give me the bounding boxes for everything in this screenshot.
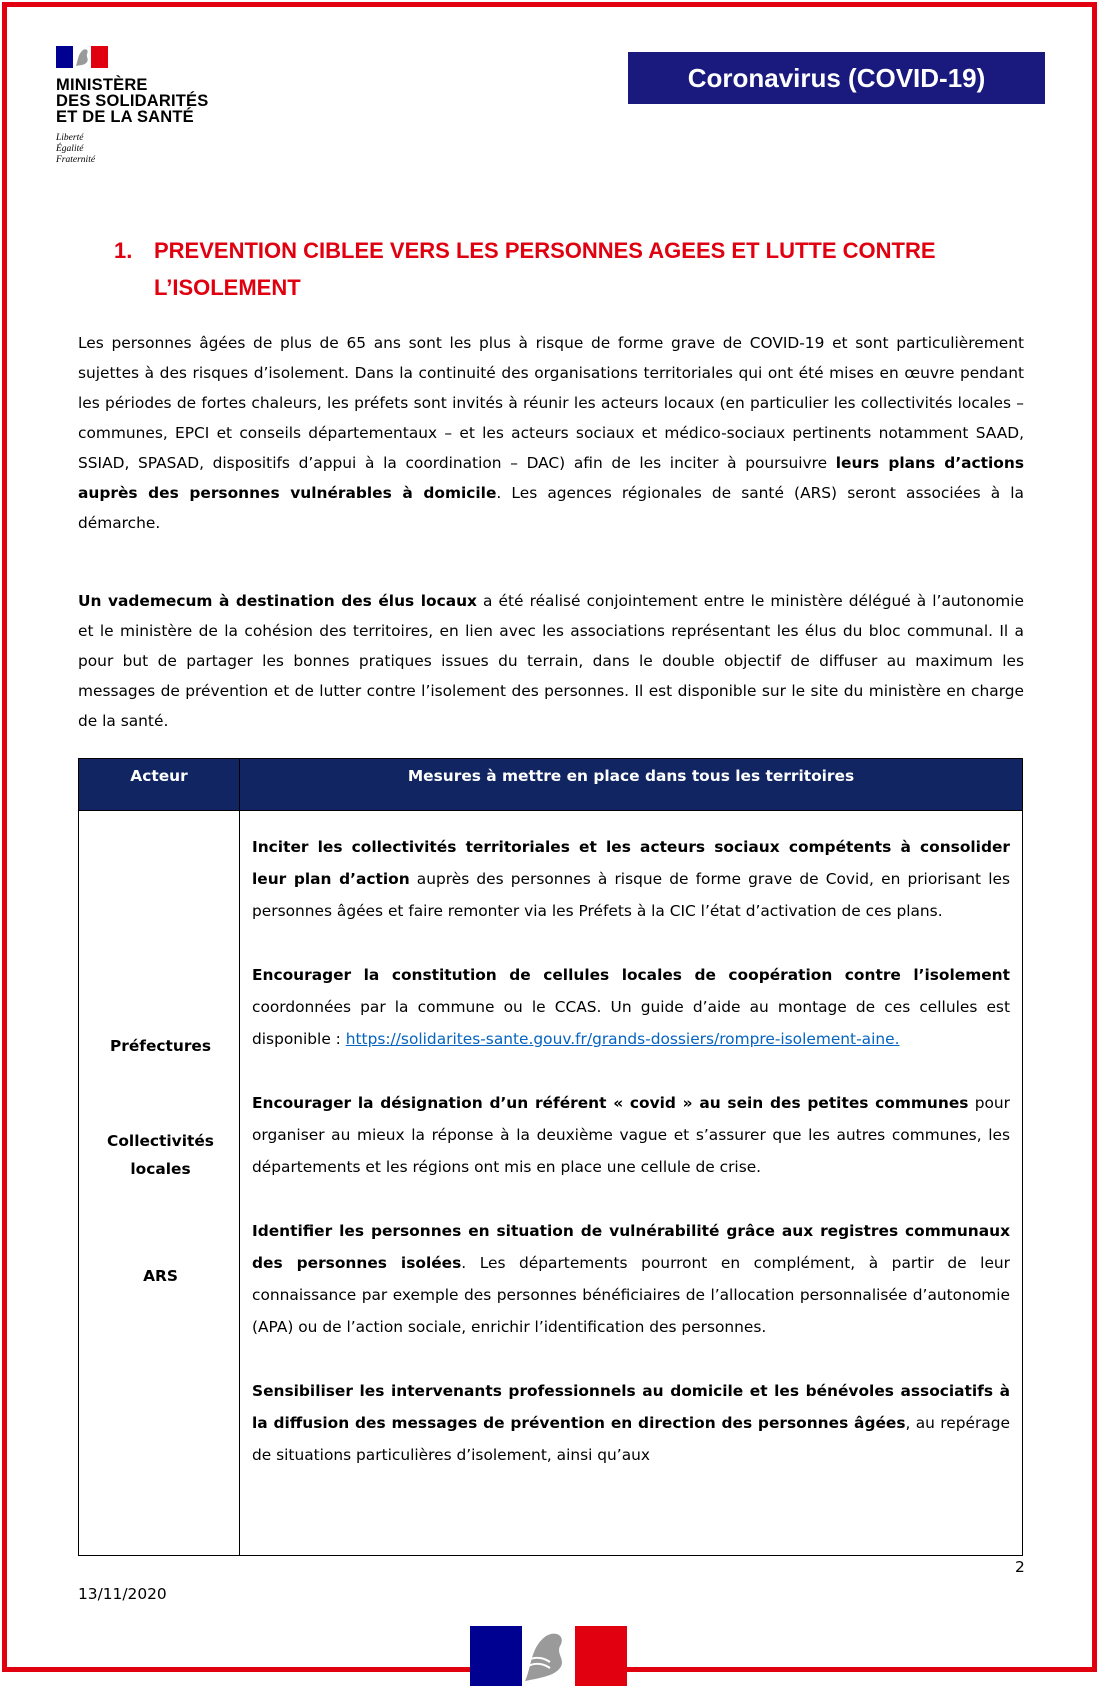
ministry-logo <box>56 46 208 166</box>
measure-text: , au repérage de situations particulières d’isolement, ainsi qu’aux <box>252 1414 1010 1464</box>
column-header-measures: Mesures à mettre en place dans tous les territoires <box>240 759 1023 811</box>
measure-bold-text: Sensibiliser les intervenants professionnels au domicile et les bénévoles associatifs à la diffusion des messages de prévention en direction des personnes âgées <box>252 1382 1010 1432</box>
section-title-line: PREVENTION CIBLEE VERS LES PERSONNES AGEES ET LUTTE CONTRE <box>154 238 936 263</box>
ministry-name <box>56 77 208 125</box>
measure-item <box>252 1087 1010 1183</box>
actor-ars: ARS <box>143 1267 178 1285</box>
measure-bold-text: Encourager la désignation d’un référent « covid » au sein des petites communes <box>252 1094 969 1112</box>
measure-bold-text: Identifier les personnes en situation de vulnérabilité grâce aux registres communaux des personnes isolées <box>252 1222 1010 1272</box>
actor-collectivites-line: Collectivités <box>107 1132 214 1150</box>
column-header-actor: Acteur <box>79 759 240 811</box>
measures-cell <box>240 811 1023 1556</box>
measure-text: pour organiser au mieux la réponse à la deuxième vague et s’assurer que les autres communes, les départements et les régions ont mis en place une cellule de crise. <box>252 1094 1010 1176</box>
republic-motto <box>56 133 208 166</box>
measure-item <box>252 831 1010 927</box>
paragraph-text: a été réalisé conjointement entre le ministère délégué à l’autonomie et le ministère de la cohésion des territoires, en lien avec les associations représentant les élus du bloc communal. Il a pour but de partager les bonnes pratiques issues du terrain, dans le double objectif de diffuser au maximum les messages de prévention et de lutter contre l’isolement des personnes. Il est disponible sur le site du ministère en charge de la santé. <box>78 592 1024 730</box>
measure-item <box>252 1215 1010 1343</box>
actor-prefectures: Préfectures <box>109 1037 212 1055</box>
ministry-line: ET DE LA SANTÉ <box>56 108 194 126</box>
guide-link[interactable]: https://solidarites-sante.gouv.fr/grands-dossiers/rompre-isolement-aine. <box>345 1030 900 1048</box>
marianne-emblem <box>470 1626 627 1686</box>
ministry-line: DES SOLIDARITÉS <box>56 92 209 110</box>
section-title-line: L’ISOLEMENT <box>154 275 301 300</box>
measure-item <box>252 1375 1010 1471</box>
covid-banner: Coronavirus (COVID-19) <box>628 52 1045 104</box>
measure-bold-text: Encourager la constitution de cellules locales de coopération contre l’isolement <box>252 966 1010 984</box>
section-number: 1. <box>114 238 133 263</box>
paragraph-bold-text: Un vademecum à destination des élus locaux <box>78 592 477 610</box>
measure-text: coordonnées par la commune ou le CCAS. Un guide d’aide au montage de ces cellules est disponible : <box>252 998 1010 1048</box>
measure-text: . Les départements pourront en complément, à partir de leur connaissance par exemple des personnes bénéficiaires de l’allocation personnalisée d’autonomie (APA) ou de l’action sociale, enrichir l’identification des personnes. <box>252 1254 1011 1336</box>
measure-text: auprès des personnes à risque de forme grave de Covid, en priorisant les personnes âgées et faire remonter via les Préfets à la CIC l’état d’activation de ces plans. <box>252 870 1010 920</box>
paragraph-text: . Les agences régionales de santé (ARS) seront associées à la démarche. <box>78 484 1024 532</box>
document-date: 13/11/2020 <box>78 1585 167 1603</box>
page-number: 2 <box>1015 1558 1025 1576</box>
section-title <box>114 232 1024 306</box>
measures-table <box>78 758 1023 1556</box>
paragraph-text: Les personnes âgées de plus de 65 ans sont les plus à risque de forme grave de COVID-19 et sont particulièrement sujettes à des risques d’isolement. Dans la continuité des organisations territoriales qui ont été mises en œuvre pendant les périodes de fortes chaleurs, les préfets sont invités à réunir les acteurs locaux (en particulier les collectivités locales – communes, EPCI et conseils départementaux – et les acteurs sociaux et médico-sociaux pertinents notamment SAAD, SSIAD, SPASAD, dispositifs d’appui à la coordination – DAC) afin de les inciter à poursuivre <box>78 334 1024 472</box>
actor-collectivites-line: locales <box>130 1160 191 1178</box>
table-row <box>79 811 1023 1556</box>
paragraph-bold-text: leurs plans d’actions auprès des personnes vulnérables à domicile <box>78 454 1024 502</box>
vademecum-paragraph <box>78 586 1024 736</box>
motto-line: Liberté <box>56 133 84 143</box>
ministry-line: MINISTÈRE <box>56 76 148 94</box>
measure-item <box>252 959 1010 1055</box>
measure-bold-text: Inciter les collectivités territoriales et les acteurs sociaux compétents à consolider leur plan d’action <box>252 838 1010 888</box>
actor-cell <box>79 811 240 1556</box>
motto-line: Égalité <box>56 144 84 154</box>
motto-line: Fraternité <box>56 155 96 165</box>
marianne-emblem-icon <box>470 1626 627 1686</box>
intro-paragraph <box>78 328 1024 538</box>
marianne-flag-icon <box>56 46 108 68</box>
